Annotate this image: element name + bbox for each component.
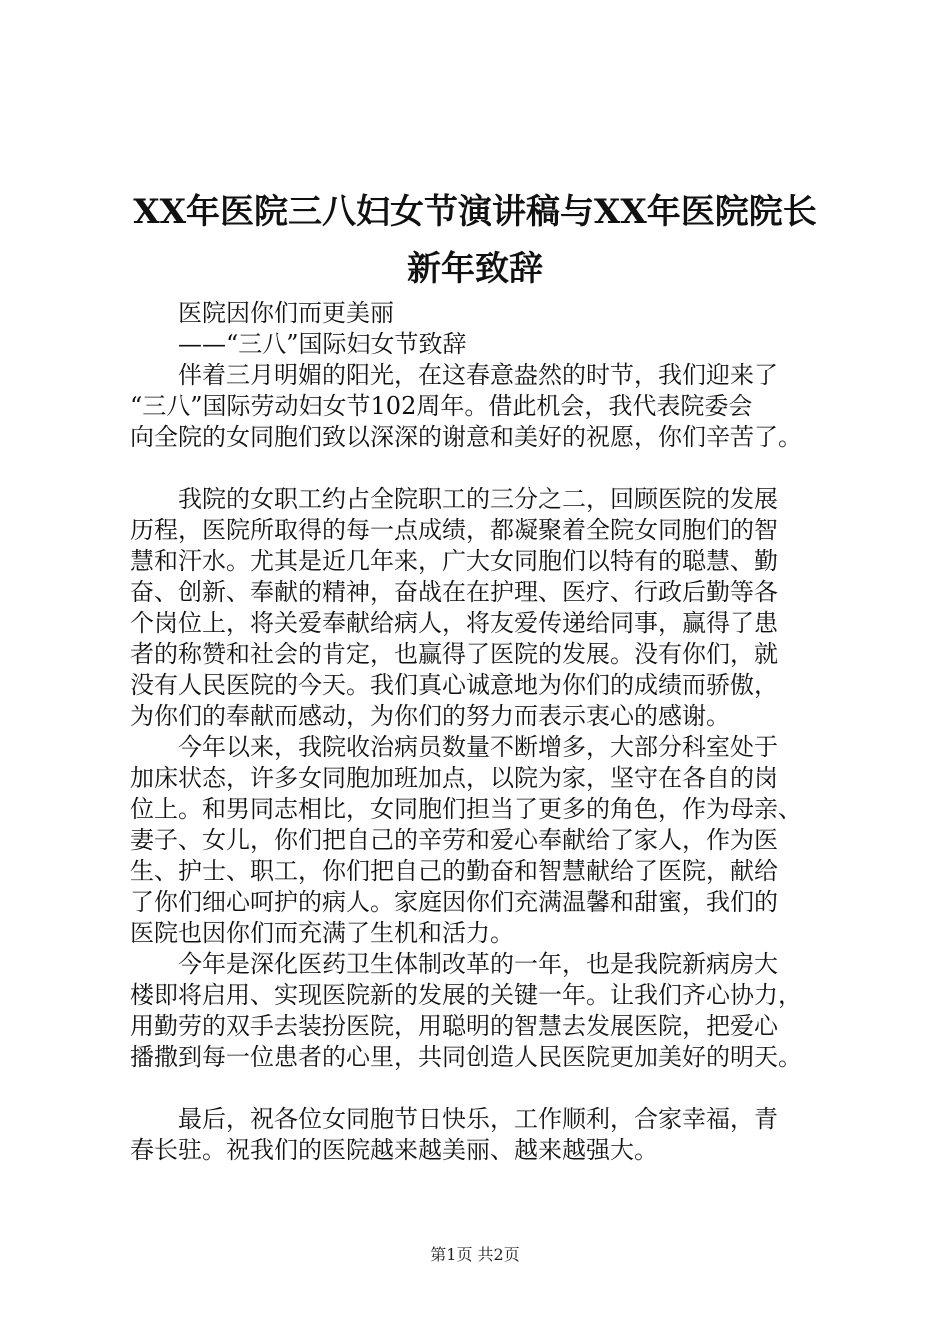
paragraph-line: 没有人民医院的今天。我们真心诚意地为你们的成绩而骄傲， [130, 671, 778, 699]
paragraph-line: 我院的女职工约占全院职工的三分之二，回顾医院的发展 [178, 485, 778, 513]
page-number-footer: 第1页 共2页 [430, 1245, 520, 1264]
paragraph-line: 最后，祝各位女同胞节日快乐，工作顺利，合家幸福，青 [178, 1105, 778, 1133]
document-title-line-1: XX年医院三八妇女节演讲稿与XX年医院院长 [133, 192, 817, 232]
paragraph-line: 历程，医院所取得的每一点成绩，都凝聚着全院女同胞们的智 [130, 516, 778, 544]
paragraph-gap [130, 453, 865, 484]
paragraph-5 [130, 1104, 865, 1166]
subtitle: 医院因你们而更美丽 [178, 299, 394, 327]
paragraph-line: 播撒到每一位患者的心里，共同创造人民医院更加美好的明天。 [130, 1043, 802, 1071]
paragraph-line: “三八”国际劳动妇女节102周年。借此机会，我代表院委会 [130, 392, 753, 420]
paragraph-gap [130, 1073, 865, 1104]
paragraph-line: 今年是深化医药卫生体制改革的一年，也是我院新病房大 [178, 950, 778, 978]
paragraph-line: 今年以来，我院收治病员数量不断增多，大部分科室处于 [178, 733, 778, 761]
paragraph-line: 用勤劳的双手去装扮医院，用聪明的智慧去发展医院，把爱心 [130, 1012, 778, 1040]
paragraph-line: 向全院的女同胞们致以深深的谢意和美好的祝愿，你们辛苦了。 [130, 423, 802, 451]
paragraph-line: 春长驻。祝我们的医院越来越美丽、越来越强大。 [130, 1136, 658, 1164]
paragraph-line: 生、护士、职工，你们把自己的勤奋和智慧献给了医院，献给 [130, 857, 778, 885]
paragraph-2 [130, 484, 865, 732]
paragraph-line: 者的称赞和社会的肯定，也赢得了医院的发展。没有你们，就 [130, 640, 778, 668]
paragraph-3 [130, 732, 865, 949]
paragraph-line: 伴着三月明媚的阳光，在这春意盎然的时节，我们迎来了 [178, 361, 778, 389]
paragraph-1 [130, 360, 865, 453]
document-body [130, 298, 865, 1166]
document-title-line-2: 新年致辞 [407, 249, 543, 289]
paragraph-line: 楼即将启用、实现医院新的发展的关键一年。让我们齐心协力， [130, 981, 802, 1009]
paragraph-line: 加床状态，许多女同胞加班加点，以院为家，坚守在各自的岗 [130, 764, 778, 792]
paragraph-line: 个岗位上，将关爱奉献给病人，将友爱传递给同事，赢得了患 [130, 609, 778, 637]
paragraph-line: 医院也因你们而充满了生机和活力。 [130, 919, 514, 947]
paragraph-4 [130, 949, 865, 1073]
subtitle-dedication: ——“三八”国际妇女节致辞 [178, 330, 467, 358]
paragraph-line: 了你们细心呵护的病人。家庭因你们充满温馨和甜蜜，我们的 [130, 888, 778, 916]
paragraph-line: 妻子、女儿，你们把自己的辛劳和爱心奉献给了家人，作为医 [130, 826, 778, 854]
paragraph-line: 奋、创新、奉献的精神，奋战在在护理、医疗、行政后勤等各 [130, 578, 778, 606]
paragraph-line: 位上。和男同志相比，女同胞们担当了更多的角色，作为母亲、 [130, 795, 802, 823]
paragraph-line: 为你们的奉献而感动，为你们的努力而表示衷心的感谢。 [130, 702, 730, 730]
paragraph-line: 慧和汗水。尤其是近几年来，广大女同胞们以特有的聪慧、勤 [130, 547, 778, 575]
